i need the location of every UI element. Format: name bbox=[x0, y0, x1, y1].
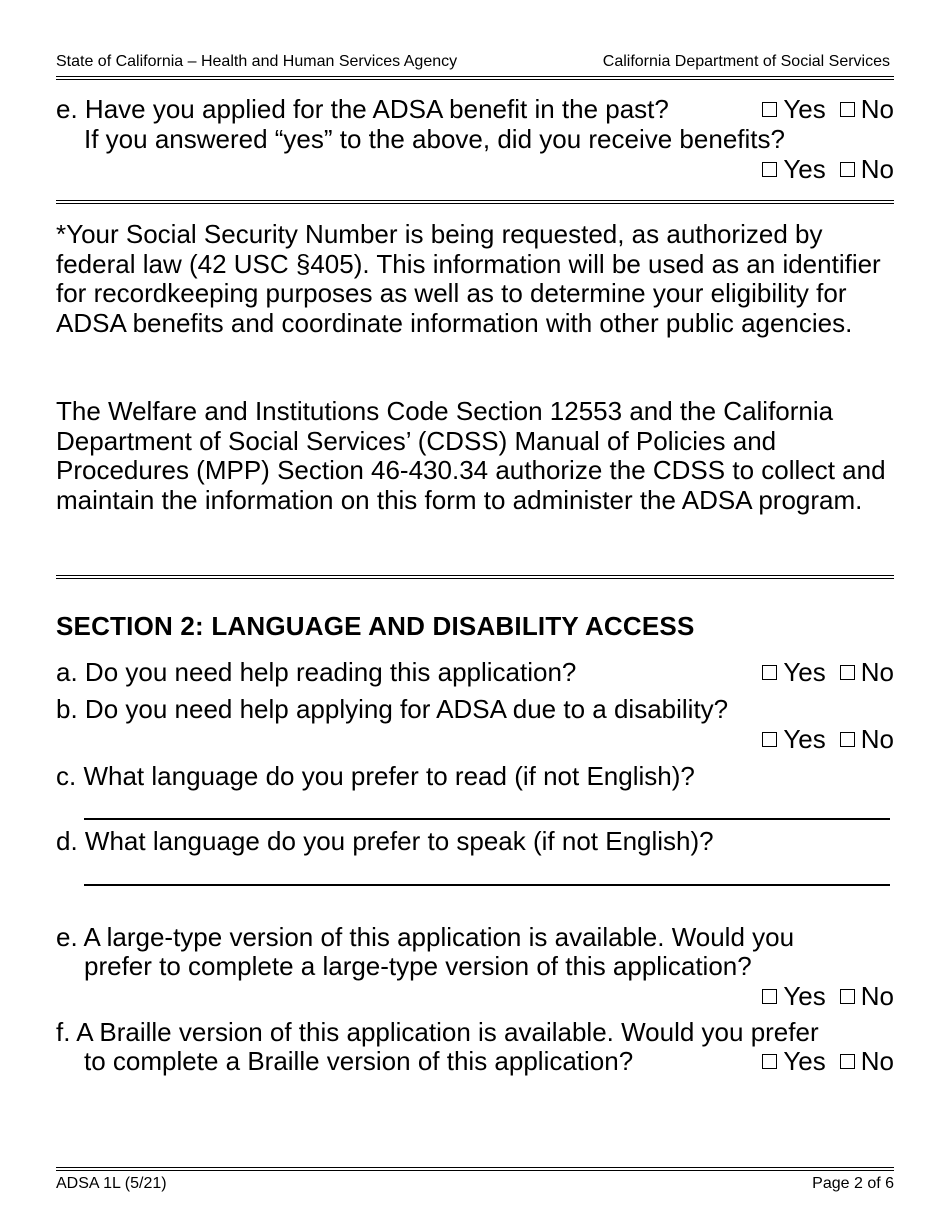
page-number: Page 2 of 6 bbox=[812, 1175, 894, 1192]
question-1e-text: Have you applied for the ADSA benefit in the past? bbox=[84, 94, 669, 124]
question-1e-options bbox=[762, 95, 894, 125]
footer-divider bbox=[56, 1167, 894, 1171]
question-2e: e. A large-type version of this application is available. Would you bbox=[56, 922, 795, 952]
question-2a-options bbox=[762, 658, 894, 688]
checkbox-icon[interactable] bbox=[840, 989, 855, 1004]
question-2f-text: A Braille version of this application is available. Would you prefer bbox=[76, 1017, 819, 1047]
no-option[interactable]: No bbox=[840, 725, 894, 755]
no-option[interactable]: No bbox=[840, 95, 894, 125]
question-2e-options bbox=[762, 982, 894, 1012]
question-2c-text: What language do you prefer to read (if not English)? bbox=[83, 761, 695, 791]
checkbox-icon[interactable] bbox=[762, 102, 777, 117]
checkbox-icon[interactable] bbox=[840, 162, 855, 177]
checkbox-icon[interactable] bbox=[762, 1054, 777, 1069]
question-2a: a. Do you need help reading this application? bbox=[56, 657, 577, 687]
no-option[interactable]: No bbox=[840, 658, 894, 688]
yes-option[interactable]: Yes bbox=[762, 982, 825, 1012]
section-2-title: SECTION 2: LANGUAGE AND DISABILITY ACCESS bbox=[56, 611, 695, 641]
divider bbox=[56, 575, 894, 579]
authority-notice bbox=[56, 397, 894, 515]
ssn-notice-text: *Your Social Security Number is being requested, as authorized by federal law (42 USC §405). This information will be used as an identifier for recordkeeping purposes as well as to determine your eligibility for ADSA benefits and coordinate information with other public agencies. bbox=[56, 219, 881, 338]
question-2f: f. A Braille version of this application is available. Would you prefer bbox=[56, 1017, 819, 1047]
question-1e-followup-options bbox=[762, 155, 894, 185]
header-agency: State of California – Health and Human Services Agency bbox=[56, 53, 458, 70]
question-1e-followup: If you answered “yes” to the above, did you receive benefits? bbox=[84, 124, 785, 154]
authority-notice-text: The Welfare and Institutions Code Section 12553 and the California Department of Social Services’ (CDSS) Manual of Policies and Procedures (MPP) Section 46-430.34 authorize the CDSS to collect and maintain the information on this form to administer the ADSA program. bbox=[56, 396, 886, 515]
question-2e-text: A large-type version of this application is available. Would you bbox=[83, 922, 795, 952]
question-2e-line2: prefer to complete a large-type version of this application? bbox=[84, 951, 752, 981]
question-1e bbox=[56, 95, 669, 125]
read-language-field[interactable] bbox=[84, 818, 890, 820]
checkbox-icon[interactable] bbox=[762, 162, 777, 177]
checkbox-icon[interactable] bbox=[840, 732, 855, 747]
no-option[interactable]: No bbox=[840, 982, 894, 1012]
question-1e-marker: e. bbox=[56, 94, 78, 124]
yes-option[interactable]: Yes bbox=[762, 95, 825, 125]
yes-option[interactable]: Yes bbox=[762, 1047, 825, 1077]
form-id: ADSA 1L (5/21) bbox=[56, 1175, 167, 1192]
yes-option[interactable]: Yes bbox=[762, 725, 825, 755]
ssn-notice bbox=[56, 220, 894, 338]
question-2d: d. What language do you prefer to speak (if not English)? bbox=[56, 826, 714, 856]
question-2c: c. What language do you prefer to read (if not English)? bbox=[56, 761, 695, 791]
question-2f-line2: to complete a Braille version of this application? bbox=[84, 1046, 634, 1076]
question-2b-text: Do you need help applying for ADSA due to a disability? bbox=[84, 694, 729, 724]
checkbox-icon[interactable] bbox=[840, 1054, 855, 1069]
header-divider bbox=[56, 76, 894, 80]
checkbox-icon[interactable] bbox=[762, 989, 777, 1004]
question-2b-options bbox=[762, 725, 894, 755]
question-2a-text: Do you need help reading this application? bbox=[84, 657, 577, 687]
checkbox-icon[interactable] bbox=[840, 665, 855, 680]
no-option[interactable]: No bbox=[840, 155, 894, 185]
question-2f-options bbox=[762, 1047, 894, 1077]
header-department: California Department of Social Services bbox=[602, 53, 890, 70]
question-2b: b. Do you need help applying for ADSA due to a disability? bbox=[56, 694, 729, 724]
checkbox-icon[interactable] bbox=[840, 102, 855, 117]
divider bbox=[56, 200, 894, 204]
no-option[interactable]: No bbox=[840, 1047, 894, 1077]
question-2d-text: What language do you prefer to speak (if not English)? bbox=[84, 826, 714, 856]
checkbox-icon[interactable] bbox=[762, 732, 777, 747]
speak-language-field[interactable] bbox=[84, 884, 890, 886]
yes-option[interactable]: Yes bbox=[762, 658, 825, 688]
yes-option[interactable]: Yes bbox=[762, 155, 825, 185]
checkbox-icon[interactable] bbox=[762, 665, 777, 680]
